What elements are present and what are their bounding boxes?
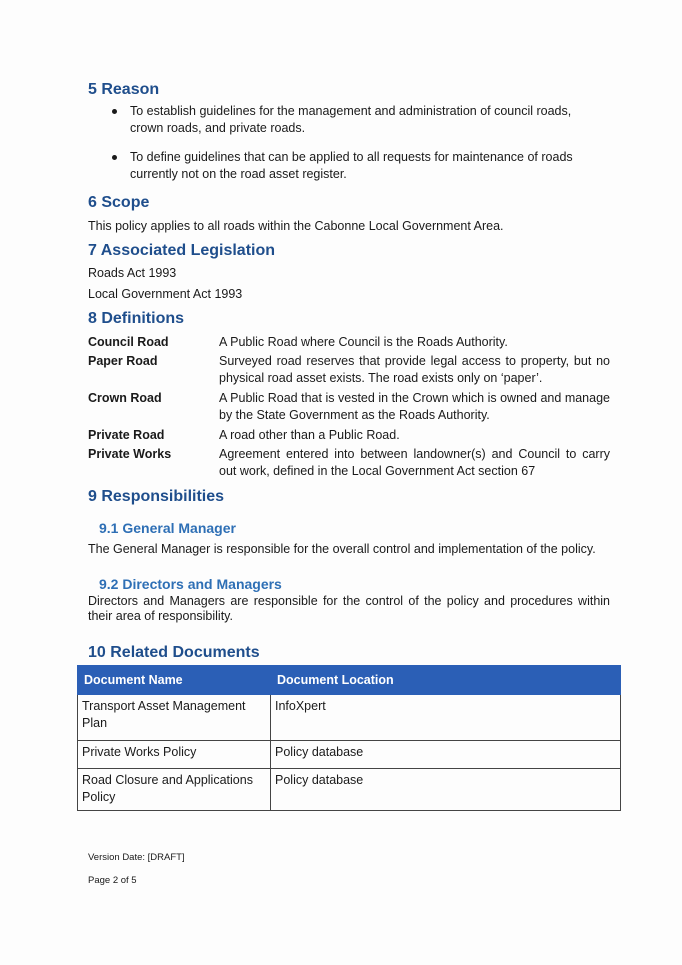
- column-header-document-location: Document Location: [271, 666, 621, 695]
- table-row: [78, 769, 621, 811]
- column-header-document-name: Document Name: [78, 666, 271, 695]
- section-heading-reason: 5 Reason: [88, 81, 160, 98]
- table-cell: InfoXpert: [271, 695, 621, 741]
- definition-term: Paper Road: [88, 354, 158, 368]
- scope-text: This policy applies to all roads within the Cabonne Local Government Area.: [88, 219, 504, 233]
- table-row: [78, 695, 621, 741]
- definition-desc: A road other than a Public Road.: [219, 428, 400, 442]
- footer-version: Version Date: [DRAFT]: [88, 852, 185, 863]
- definition-desc: A Public Road where Council is the Roads Authority.: [219, 335, 508, 349]
- table-cell: Transport Asset Management Plan: [78, 695, 271, 741]
- table-cell: Private Works Policy: [78, 741, 271, 769]
- bullet-icon: [112, 109, 117, 114]
- table-row: [78, 741, 621, 769]
- subsection-heading-directors-managers: 9.2 Directors and Managers: [99, 576, 282, 592]
- table-cell: Policy database: [271, 741, 621, 769]
- list-item: [108, 103, 593, 137]
- legislation-item: Roads Act 1993: [88, 266, 177, 280]
- definition-term: Private Works: [88, 447, 172, 461]
- bullet-icon: [112, 155, 117, 160]
- list-item: [108, 149, 593, 183]
- related-documents-table: [77, 665, 621, 811]
- section-heading-definitions: 8 Definitions: [88, 310, 185, 327]
- subsection-heading-general-manager: 9.1 General Manager: [99, 520, 236, 536]
- footer-page-number: Page 2 of 5: [88, 875, 137, 886]
- list-item-text: To define guidelines that can be applied to all requests for maintenance of roads currently not on the road asset register.: [130, 150, 573, 181]
- legislation-item: Local Government Act 1993: [88, 287, 243, 301]
- list-item-text: To establish guidelines for the management and administration of council roads, crown roads, and private roads.: [130, 104, 572, 135]
- reason-bullet-list: [108, 103, 593, 183]
- section-heading-scope: 6 Scope: [88, 194, 150, 211]
- table-header-row: [78, 666, 621, 695]
- directors-managers-text: Directors and Managers are responsible for the control of the policy and procedures within their area of responsibility.: [88, 594, 610, 623]
- table-cell: Policy database: [271, 769, 621, 811]
- definition-term: Crown Road: [88, 391, 162, 405]
- definition-desc: A Public Road that is vested in the Crown which is owned and manage by the State Government as the Roads Authority.: [219, 391, 610, 422]
- section-heading-legislation: 7 Associated Legislation: [88, 242, 276, 259]
- definition-term: Council Road: [88, 335, 169, 349]
- section-heading-responsibilities: 9 Responsibilities: [88, 488, 225, 505]
- definition-desc: Surveyed road reserves that provide legal access to property, but no physical road asset exists. The road exists only on ‘paper’.: [219, 354, 610, 385]
- definition-term: Private Road: [88, 428, 165, 442]
- section-heading-related-documents: 10 Related Documents: [88, 644, 260, 661]
- definition-desc: Agreement entered into between landowner(s) and Council to carry out work, defined in the Local Government Act section 67: [219, 447, 610, 478]
- general-manager-text: The General Manager is responsible for the overall control and implementation of the policy.: [88, 542, 596, 556]
- table-cell: Road Closure and Applications Policy: [78, 769, 271, 811]
